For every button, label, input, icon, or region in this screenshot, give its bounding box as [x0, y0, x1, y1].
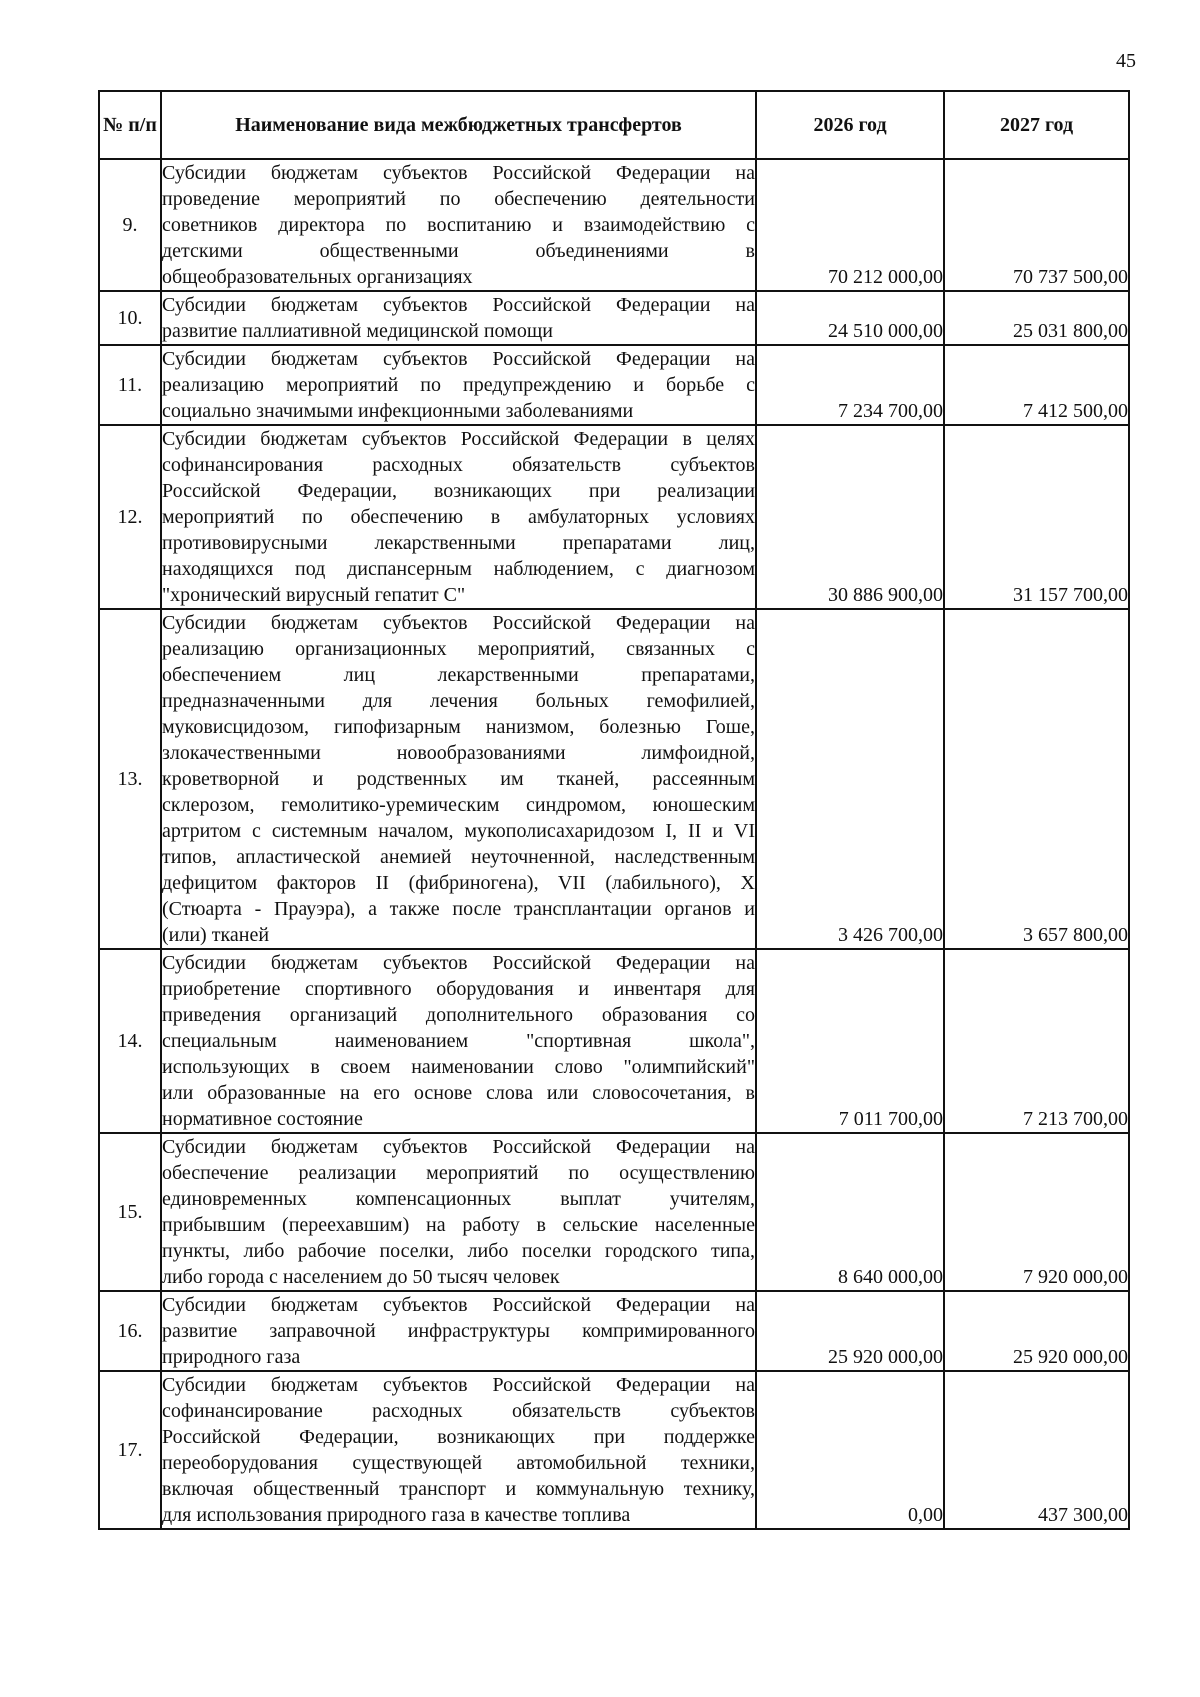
amount-2027: 437 300,00 [944, 1371, 1129, 1529]
header-num: № п/п [99, 91, 161, 159]
transfer-name-line: кроветворной и родственных им тканей, рассеянным [162, 768, 755, 790]
transfer-name-line: артритом с системным началом, мукополисахаридозом I, II и VI [162, 820, 755, 842]
transfer-name-line: Российской Федерации, возникающих при реализации [162, 480, 755, 502]
transfer-name-line: (Стюарта - Прауэра), а также после трансплантации органов и [162, 898, 755, 920]
amount-2027: 25 031 800,00 [944, 291, 1129, 345]
amount-2027: 7 412 500,00 [944, 345, 1129, 425]
table-row [99, 291, 1129, 345]
transfer-name-line: специальным наименованием "спортивная школа", [162, 1030, 755, 1052]
transfer-name-line: (или) тканей [162, 924, 270, 946]
row-number: 10. [99, 291, 161, 345]
row-number: 16. [99, 1291, 161, 1371]
transfer-name-line: "хронический вирусный гепатит С" [162, 584, 466, 606]
table-row [99, 159, 1129, 291]
transfer-name [161, 1371, 756, 1529]
transfer-name-line: Субсидии бюджетам субъектов Российской Федерации на [162, 348, 755, 370]
row-number: 12. [99, 425, 161, 609]
amount-2026: 7 011 700,00 [756, 949, 944, 1133]
amount-2027: 25 920 000,00 [944, 1291, 1129, 1371]
transfer-name-line: советников директора по воспитанию и взаимодействию с [162, 214, 755, 236]
amount-2027: 70 737 500,00 [944, 159, 1129, 291]
transfer-name-line: или образованные на его основе слова или словосочетания, в [162, 1082, 755, 1104]
transfer-name-line: нормативное состояние [162, 1108, 363, 1130]
amount-2026: 8 640 000,00 [756, 1133, 944, 1291]
table-row [99, 1371, 1129, 1529]
table-row [99, 1291, 1129, 1371]
transfer-name-line: для использования природного газа в качестве топлива [162, 1504, 631, 1526]
transfer-name-line: типов, апластической анемией неуточненной, наследственным [162, 846, 755, 868]
transfer-name-line: пункты, либо рабочие поселки, либо поселки городского типа, [162, 1240, 755, 1262]
transfer-name-line: Субсидии бюджетам субъектов Российской Федерации на [162, 952, 755, 974]
transfer-name-line: склерозом, гемолитико-уремическим синдромом, юношеским [162, 794, 755, 816]
table-header-row [99, 91, 1129, 159]
transfer-name-line: переоборудования существующей автомобильной техники, [162, 1452, 755, 1474]
transfer-name-line: предназначенными для лечения больных гемофилией, [162, 690, 755, 712]
transfer-name-line: использующих в своем наименовании слово "олимпийский" [162, 1056, 755, 1078]
transfer-name-line: Субсидии бюджетам субъектов Российской Федерации на [162, 294, 755, 316]
amount-2026: 30 886 900,00 [756, 425, 944, 609]
transfer-name [161, 425, 756, 609]
transfer-name [161, 1291, 756, 1371]
transfer-name-line: дефицитом факторов II (фибриногена), VII (лабильного), X [162, 872, 755, 894]
transfers-table [98, 90, 1130, 1530]
table-row [99, 949, 1129, 1133]
transfer-name [161, 291, 756, 345]
amount-2027: 7 213 700,00 [944, 949, 1129, 1133]
transfer-name-line: софинансирования расходных обязательств субъектов [162, 454, 755, 476]
transfer-name-line: включая общественный транспорт и коммунальную технику, [162, 1478, 755, 1500]
amount-2027: 3 657 800,00 [944, 609, 1129, 949]
amount-2027: 7 920 000,00 [944, 1133, 1129, 1291]
transfer-name-line: приобретение спортивного оборудования и инвентаря для [162, 978, 755, 1000]
transfer-name-line: реализацию организационных мероприятий, связанных с [162, 638, 755, 660]
transfer-name-line: обеспечением лиц лекарственными препаратами, [162, 664, 755, 686]
transfer-name-line: противовирусными лекарственными препаратами лиц, [162, 532, 755, 554]
transfer-name-line: реализацию мероприятий по предупреждению и борьбе с [162, 374, 755, 396]
row-number: 13. [99, 609, 161, 949]
transfer-name-line: социально значимыми инфекционными заболеваниями [162, 400, 634, 422]
transfer-name-line: Субсидии бюджетам субъектов Российской Федерации на [162, 162, 755, 184]
transfer-name-line: единовременных компенсационных выплат учителям, [162, 1188, 755, 1210]
transfer-name-line: либо города с населением до 50 тысяч человек [162, 1266, 560, 1288]
transfer-name-line: детскими общественными объединениями в [162, 240, 755, 262]
transfer-name-line: обеспечение реализации мероприятий по осуществлению [162, 1162, 755, 1184]
row-number: 11. [99, 345, 161, 425]
transfer-name-line: проведение мероприятий по обеспечению деятельности [162, 188, 755, 210]
transfer-name-line: прибывшим (переехавшим) на работу в сельские населенные [162, 1214, 755, 1236]
row-number: 15. [99, 1133, 161, 1291]
table-row [99, 345, 1129, 425]
amount-2026: 0,00 [756, 1371, 944, 1529]
amount-2027: 31 157 700,00 [944, 425, 1129, 609]
transfer-name-line: Субсидии бюджетам субъектов Российской Федерации в целях [162, 428, 755, 450]
amount-2026: 7 234 700,00 [756, 345, 944, 425]
transfer-name-line: Субсидии бюджетам субъектов Российской Федерации на [162, 1374, 755, 1396]
transfer-name-line: Российской Федерации, возникающих при поддержке [162, 1426, 755, 1448]
transfer-name [161, 345, 756, 425]
table-row [99, 425, 1129, 609]
amount-2026: 3 426 700,00 [756, 609, 944, 949]
row-number: 14. [99, 949, 161, 1133]
transfer-name-line: злокачественными новообразованиями лимфоидной, [162, 742, 755, 764]
transfer-name-line: развитие заправочной инфраструктуры компримированного [162, 1320, 755, 1342]
header-name: Наименование вида межбюджетных трансфертов [161, 91, 756, 159]
header-year-2027: 2027 год [944, 91, 1129, 159]
transfer-name-line: развитие паллиативной медицинской помощи [162, 320, 553, 342]
row-number: 17. [99, 1371, 161, 1529]
amount-2026: 70 212 000,00 [756, 159, 944, 291]
transfer-name-line: Субсидии бюджетам субъектов Российской Федерации на [162, 1136, 755, 1158]
row-number: 9. [99, 159, 161, 291]
transfer-name-line: общеобразовательных организациях [162, 266, 473, 288]
amount-2026: 24 510 000,00 [756, 291, 944, 345]
transfer-name-line: муковисцидозом, гипофизарным нанизмом, болезнью Гоше, [162, 716, 755, 738]
transfer-name-line: находящихся под диспансерным наблюдением, с диагнозом [162, 558, 755, 580]
transfer-name [161, 1133, 756, 1291]
table-row [99, 609, 1129, 949]
transfer-name-line: Субсидии бюджетам субъектов Российской Федерации на [162, 1294, 755, 1316]
transfer-name-line: природного газа [162, 1346, 301, 1368]
page-number: 45 [1116, 50, 1136, 72]
transfer-name [161, 609, 756, 949]
header-year-2026: 2026 год [756, 91, 944, 159]
transfer-name [161, 949, 756, 1133]
transfer-name-line: софинансирование расходных обязательств субъектов [162, 1400, 755, 1422]
table-row [99, 1133, 1129, 1291]
transfer-name-line: Субсидии бюджетам субъектов Российской Федерации на [162, 612, 755, 634]
transfer-name-line: приведения организаций дополнительного образования со [162, 1004, 755, 1026]
transfer-name-line: мероприятий по обеспечению в амбулаторных условиях [162, 506, 755, 528]
transfer-name [161, 159, 756, 291]
amount-2026: 25 920 000,00 [756, 1291, 944, 1371]
